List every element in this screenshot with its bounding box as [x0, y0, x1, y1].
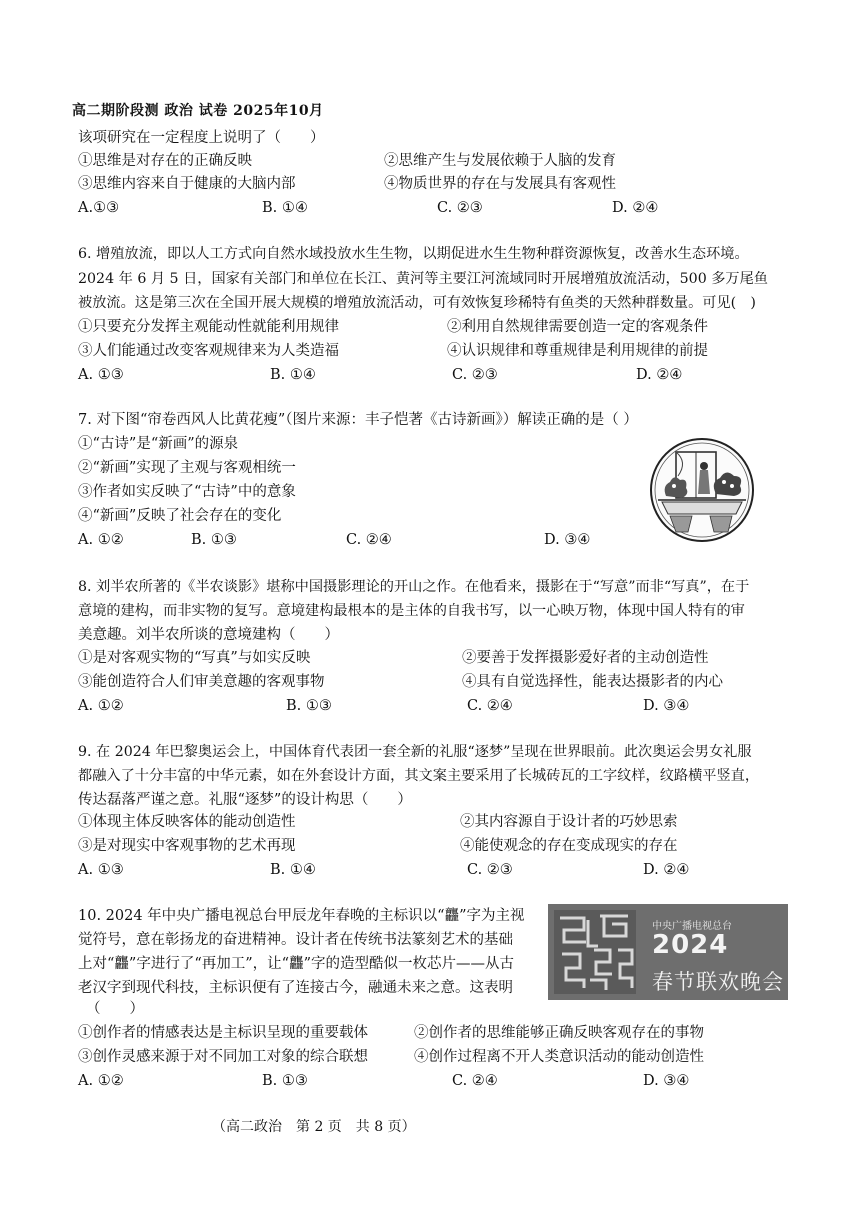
page-header: 高二期阶段测 政治 试卷 2025年10月 [72, 103, 324, 119]
q10-statement-3: ③创作灵感来源于对不同加工对象的综合联想 [78, 1049, 368, 1065]
q7-choice-b[interactable]: B. ①③ [191, 532, 237, 548]
q6-choice-d[interactable]: D. ②④ [636, 367, 683, 383]
q9-choice-b[interactable]: B. ①④ [270, 862, 316, 878]
q5-choice-b[interactable]: B. ①④ [262, 200, 308, 216]
q5-statement-3: ③思维内容来自于健康的大脑内部 [78, 176, 296, 192]
q8-choice-a[interactable]: A. ①② [78, 698, 124, 714]
q5-statement-1: ①思维是对存在的正确反映 [78, 153, 252, 169]
q8-statement-3: ③能创造符合人们审美意趣的客观事物 [78, 674, 325, 690]
logo-broadcaster: 中央广播电视总台 [652, 921, 732, 932]
q6-statement-2: ②利用自然规律需要创造一定的客观条件 [447, 319, 708, 335]
q7-statement-2: ②“新画”实现了主观与客观相统一 [78, 460, 296, 476]
q5-stem: 该项研究在一定程度上说明了（ ） [78, 130, 325, 146]
logo-gala-title: 春节联欢晚会 [652, 970, 784, 994]
seal-logo-icon [554, 910, 636, 994]
q5-choice-a[interactable]: A.①③ [78, 200, 120, 216]
q8-line-3: 美意趣。刘半农所谈的意境建构（ ） [78, 627, 339, 643]
q10-choice-c[interactable]: C. ②④ [452, 1073, 498, 1089]
painting-illustration [648, 436, 756, 544]
q8-line-1: 8. 刘半农所著的《半农谈影》堪称中国摄影理论的开山之作。在他看来，摄影在于“写意”而非“写真”，在于 [78, 579, 750, 595]
q10-statement-2: ②创作者的思维能够正确反映客观存在的事物 [414, 1025, 704, 1041]
q9-choice-a[interactable]: A. ①③ [78, 862, 124, 878]
q9-choice-c[interactable]: C. ②③ [467, 862, 513, 878]
q6-statement-4: ④认识规律和尊重规律是利用规律的前提 [447, 343, 708, 359]
q9-choice-d[interactable]: D. ②④ [643, 862, 690, 878]
q9-line-3: 传达磊落严谨之意。礼服“逐梦”的设计构思（ ） [78, 792, 412, 808]
q8-choice-b[interactable]: B. ①③ [286, 698, 332, 714]
logo-year: 2024 [652, 930, 729, 960]
q8-choice-d[interactable]: D. ③④ [643, 698, 690, 714]
q8-statement-2: ②要善于发挥摄影爱好者的主动创造性 [462, 650, 709, 666]
q6-line-1: 6. 增殖放流，即以人工方式向自然水域投放水生生物，以期促进水生生物种群资源恢复，改善水生态环境。 [78, 246, 749, 262]
q5-statement-2: ②思维产生与发展依赖于人脑的发育 [384, 153, 616, 169]
q7-choice-a[interactable]: A. ①② [78, 532, 124, 548]
page-footer: （高二政治 第 2 页 共 8 页） [212, 1119, 416, 1135]
q6-choice-a[interactable]: A. ①③ [78, 367, 124, 383]
q9-statement-1: ①体现主体反映客体的能动创造性 [78, 814, 296, 830]
q10-line-3: 上对“龘”字进行了“再加工”，让“龘”字的造型酷似一枚芯片——从古 [78, 956, 514, 972]
q10-choice-a[interactable]: A. ①② [78, 1073, 124, 1089]
q6-choice-b[interactable]: B. ①④ [270, 367, 316, 383]
q10-line-2: 觉符号，意在彰扬龙的奋进精神。设计者在传统书法篆刻艺术的基础 [78, 932, 513, 948]
q5-choice-d[interactable]: D. ②④ [612, 200, 659, 216]
q8-line-2: 意境的建构，而非实物的复写。意境建构最根本的是主体的自我书写，以一心映万物，体现中国人特有的审 [78, 603, 745, 619]
q10-line-4: 老汉字到现代科技，主标识便有了连接古今，融通未来之意。这表明 [78, 980, 513, 996]
q10-choice-d[interactable]: D. ③④ [643, 1073, 690, 1089]
q5-choice-c[interactable]: C. ②③ [437, 200, 483, 216]
q9-line-1: 9. 在 2024 年巴黎奥运会上，中国体育代表团一套全新的礼服“逐梦”呈现在世界眼前。此次奥运会男女礼服 [78, 744, 752, 760]
q9-statement-4: ④能使观念的存在变成现实的存在 [460, 838, 678, 854]
q6-line-3: 被放流。这是第三次在全国开展大规模的增殖放流活动，可有效恢复珍稀特有鱼类的天然种群数量。可见( ) [78, 295, 756, 311]
q7-stem: 7. 对下图“帘卷西风人比黄花瘦”（图片来源：丰子恺著《古诗新画》）解读正确的是（ ） [78, 412, 638, 428]
q10-line-1: 10. 2024 年中央广播电视总台甲辰龙年春晚的主标识以“龘”字为主视 [78, 908, 525, 924]
q8-statement-1: ①是对客观实物的“写真”与如实反映 [78, 650, 311, 666]
q9-statement-3: ③是对现实中客观事物的艺术再现 [78, 838, 296, 854]
q8-statement-4: ④具有自觉选择性，能表达摄影者的内心 [462, 674, 723, 690]
q6-line-2: 2024 年 6 月 5 日，国家有关部门和单位在长江、黄河等主要江河流域同时开展增殖放流活动，500 多万尾鱼 [78, 271, 768, 287]
q6-choice-c[interactable]: C. ②③ [452, 367, 498, 383]
q10-statement-4: ④创作过程离不开人类意识活动的能动创造性 [414, 1049, 704, 1065]
q10-choice-b[interactable]: B. ①③ [262, 1073, 308, 1089]
q7-statement-3: ③作者如实反映了“古诗”中的意象 [78, 484, 296, 500]
q10-statement-1: ①创作者的情感表达是主标识呈现的重要载体 [78, 1025, 368, 1041]
q5-statement-4: ④物质世界的存在与发展具有客观性 [384, 176, 616, 192]
q9-statement-2: ②其内容源自于设计者的巧妙思索 [460, 814, 678, 830]
q10-line-5: （ ） [86, 1001, 144, 1017]
q7-statement-4: ④“新画”反映了社会存在的变化 [78, 508, 282, 524]
q7-choice-d[interactable]: D. ③④ [544, 532, 591, 548]
q9-line-2: 都融入了十分丰富的中华元素，如在外套设计方面，其文案主要采用了长城砖瓦的工字纹样，纹路横平竖直， [78, 768, 760, 784]
gala-logo-image [548, 904, 788, 1000]
q7-choice-c[interactable]: C. ②④ [346, 532, 392, 548]
q6-statement-3: ③人们能通过改变客观规律来为人类造福 [78, 343, 339, 359]
q6-statement-1: ①只要充分发挥主观能动性就能利用规律 [78, 319, 339, 335]
q8-choice-c[interactable]: C. ②④ [467, 698, 513, 714]
q7-statement-1: ①“古诗”是“新画”的源泉 [78, 436, 239, 452]
